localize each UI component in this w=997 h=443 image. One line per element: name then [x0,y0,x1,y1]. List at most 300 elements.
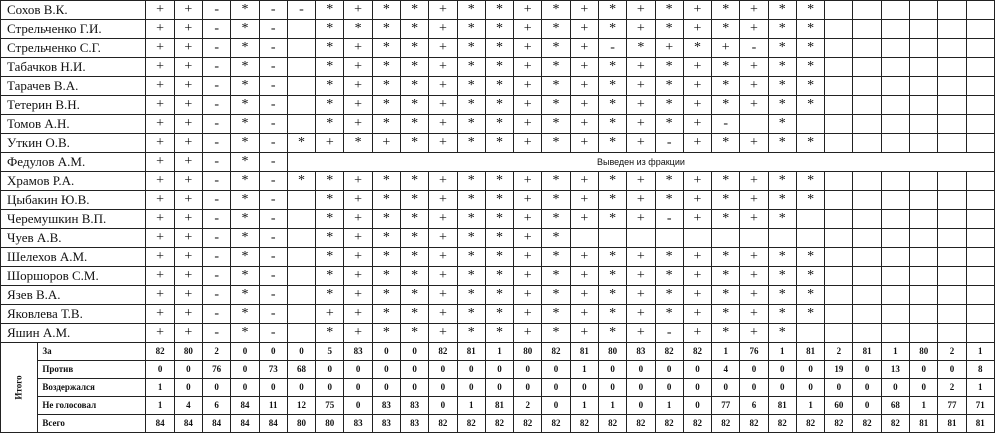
vote-cell [938,324,966,343]
total-cell: 82 [655,343,683,361]
vote-cell: + [514,248,542,267]
table-row [1,115,995,134]
vote-cell: * [655,115,683,134]
vote-cell: * [768,96,796,115]
vote-cell: * [457,134,485,153]
vote-cell: * [316,210,344,229]
vote-cell [853,1,881,20]
vote-cell [966,210,994,229]
vote-cell: * [768,115,796,134]
vote-cell: + [683,20,711,39]
vote-cell: + [627,58,655,77]
deputy-name: Сохов В.К. [1,1,146,20]
vote-cell: + [146,324,174,343]
vote-cell: - [203,115,231,134]
vote-cell: + [683,191,711,210]
vote-cell: * [400,1,428,20]
vote-cell [740,115,768,134]
vote-cell: - [287,1,315,20]
vote-cell: + [344,191,372,210]
vote-cell: + [683,305,711,324]
vote-cell: + [514,39,542,58]
total-cell: 0 [231,343,259,361]
total-cell: 0 [853,397,881,415]
vote-cell [966,96,994,115]
vote-cell: + [514,267,542,286]
vote-cell: + [570,77,598,96]
vote-cell: * [316,96,344,115]
vote-cell: * [542,172,570,191]
vote-cell: - [259,248,287,267]
vote-cell [910,248,938,267]
vote-cell: + [146,134,174,153]
total-cell: 0 [881,379,909,397]
total-cell: 82 [683,343,711,361]
total-cell: 82 [542,415,570,433]
table-row [1,324,995,343]
vote-cell: + [514,134,542,153]
vote-cell [853,39,881,58]
total-cell: 1 [881,343,909,361]
vote-cell [910,210,938,229]
vote-cell: * [712,248,740,267]
vote-cell: + [514,77,542,96]
vote-cell: + [344,210,372,229]
vote-cell [627,229,655,248]
vote-cell: - [203,58,231,77]
vote-cell [966,58,994,77]
table-row [1,96,995,115]
vote-cell: * [485,210,513,229]
total-cell: 0 [316,379,344,397]
total-cell: 0 [287,343,315,361]
total-cell: 82 [796,415,824,433]
total-cell: 0 [740,361,768,379]
vote-cell: * [457,1,485,20]
total-cell: 80 [316,415,344,433]
vote-cell: + [174,191,202,210]
vote-cell [910,229,938,248]
total-cell: 0 [796,379,824,397]
vote-cell: + [740,1,768,20]
vote-cell: * [485,77,513,96]
vote-cell [825,210,853,229]
vote-cell [966,191,994,210]
vote-cell: - [259,172,287,191]
deputy-name: Шоршоров С.М. [1,267,146,286]
vote-cell: - [203,172,231,191]
vote-cell: - [259,77,287,96]
vote-cell: * [542,1,570,20]
vote-cell: + [344,305,372,324]
vote-cell [966,1,994,20]
vote-cell: * [316,229,344,248]
vote-cell: * [400,210,428,229]
total-cell: 1 [570,361,598,379]
total-cell: 81 [796,343,824,361]
vote-cell [712,229,740,248]
vote-cell: + [429,39,457,58]
total-cell: 1 [598,397,626,415]
total-cell: 82 [598,415,626,433]
vote-cell [938,172,966,191]
vote-cell: * [231,58,259,77]
table-row [1,286,995,305]
total-cell: 82 [768,415,796,433]
total-cell: 1 [655,397,683,415]
vote-cell: * [457,96,485,115]
total-cell: 8 [966,361,994,379]
vote-cell: * [316,267,344,286]
vote-cell [881,191,909,210]
vote-cell: * [712,77,740,96]
vote-cell [287,267,315,286]
vote-cell: * [712,96,740,115]
vote-cell: + [627,210,655,229]
vote-cell [938,229,966,248]
vote-cell: - [259,134,287,153]
vote-cell: * [598,172,626,191]
total-cell: 4 [712,361,740,379]
table-row [1,210,995,229]
vote-cell: + [683,134,711,153]
vote-cell: * [768,134,796,153]
total-cell: 0 [627,379,655,397]
total-cell: 0 [570,379,598,397]
vote-cell: + [683,172,711,191]
vote-cell: + [570,305,598,324]
vote-cell: * [316,39,344,58]
total-cell: 1 [796,397,824,415]
vote-cell: * [542,324,570,343]
vote-cell: + [146,286,174,305]
vote-cell: + [627,20,655,39]
vote-cell: + [146,77,174,96]
vote-cell [825,286,853,305]
vote-cell: * [796,248,824,267]
vote-cell: - [203,248,231,267]
total-cell: 1 [146,379,174,397]
total-cell: 0 [853,379,881,397]
vote-cell: + [174,134,202,153]
vote-cell [966,305,994,324]
vote-cell: - [259,210,287,229]
vote-cell: - [259,191,287,210]
vote-cell [881,210,909,229]
vote-cell: + [712,39,740,58]
vote-cell: + [174,115,202,134]
total-cell: 0 [400,361,428,379]
total-cell: 2 [825,343,853,361]
vote-cell: * [457,77,485,96]
vote-cell [966,286,994,305]
vote-cell: * [598,191,626,210]
totals-row-label: Не голосовал [38,397,146,415]
vote-cell: * [768,191,796,210]
vote-cell [910,77,938,96]
vote-cell: + [683,115,711,134]
total-cell: 0 [259,379,287,397]
vote-cell: + [146,153,174,172]
vote-cell [881,229,909,248]
vote-cell: + [344,248,372,267]
vote-cell: * [372,229,400,248]
total-cell: 0 [712,379,740,397]
vote-cell: * [796,286,824,305]
vote-cell: * [400,58,428,77]
vote-cell: * [768,77,796,96]
total-cell: 81 [853,343,881,361]
vote-cell: - [203,77,231,96]
vote-cell: + [344,286,372,305]
vote-cell: * [485,20,513,39]
vote-cell: * [457,39,485,58]
vote-cell: * [796,172,824,191]
vote-cell: - [203,305,231,324]
vote-cell [910,96,938,115]
vote-cell: + [174,248,202,267]
vote-cell: - [259,20,287,39]
vote-cell: * [655,58,683,77]
vote-cell [825,96,853,115]
vote-cell: * [485,115,513,134]
vote-cell: * [542,39,570,58]
total-cell: 73 [259,361,287,379]
vote-cell: + [146,305,174,324]
total-cell: 4 [174,397,202,415]
vote-cell: * [457,324,485,343]
vote-cell: - [203,153,231,172]
vote-cell: * [598,305,626,324]
vote-cell [853,248,881,267]
totals-label-text: Итого [13,375,24,400]
vote-cell: * [712,210,740,229]
vote-cell: - [259,305,287,324]
vote-cell: * [796,20,824,39]
vote-cell [881,324,909,343]
vote-cell: - [203,191,231,210]
vote-cell: * [655,172,683,191]
vote-cell: * [598,58,626,77]
vote-cell: * [316,115,344,134]
vote-cell: * [542,286,570,305]
vote-cell: * [457,172,485,191]
total-cell: 0 [853,361,881,379]
vote-cell [655,229,683,248]
vote-cell [938,286,966,305]
vote-cell: * [400,115,428,134]
vote-cell: + [174,39,202,58]
vote-cell [825,77,853,96]
vote-cell [966,39,994,58]
vote-cell [683,229,711,248]
vote-cell: * [598,267,626,286]
vote-cell: + [514,210,542,229]
vote-cell: + [683,286,711,305]
vote-cell [796,229,824,248]
vote-cell: * [231,134,259,153]
vote-cell: + [344,58,372,77]
vote-cell [287,248,315,267]
vote-cell: + [514,172,542,191]
total-cell: 82 [570,415,598,433]
vote-cell [966,172,994,191]
vote-cell [853,134,881,153]
vote-cell: * [768,305,796,324]
deputy-name: Цыбакин Ю.В. [1,191,146,210]
vote-cell: + [627,191,655,210]
total-cell: 83 [344,415,372,433]
vote-cell [938,58,966,77]
vote-cell [966,134,994,153]
total-cell: 1 [457,397,485,415]
vote-cell [910,20,938,39]
totals-row-label: Воздержался [38,379,146,397]
vote-cell: * [655,20,683,39]
vote-cell: + [344,77,372,96]
vote-cell: + [740,77,768,96]
vote-cell: * [768,267,796,286]
total-cell: 1 [146,397,174,415]
vote-cell [938,1,966,20]
vote-cell: * [400,96,428,115]
vote-cell: + [514,229,542,248]
vote-cell: * [712,1,740,20]
totals-label [1,343,38,433]
vote-cell [938,267,966,286]
total-cell: 80 [287,415,315,433]
vote-cell [881,267,909,286]
vote-cell: * [372,210,400,229]
vote-cell: * [372,115,400,134]
vote-cell [910,191,938,210]
vote-cell: + [344,229,372,248]
vote-cell: + [627,305,655,324]
deputy-name: Шелехов А.М. [1,248,146,267]
vote-cell [287,191,315,210]
total-cell: 1 [570,397,598,415]
vote-cell: * [457,58,485,77]
vote-cell: + [740,58,768,77]
total-cell: 77 [712,397,740,415]
vote-cell: * [316,286,344,305]
total-cell: 84 [231,397,259,415]
vote-cell: * [542,305,570,324]
vote-cell: * [485,305,513,324]
total-cell: 0 [400,343,428,361]
vote-cell: * [372,286,400,305]
vote-cell: + [570,210,598,229]
total-cell: 0 [344,397,372,415]
total-cell: 0 [287,379,315,397]
vote-cell: + [570,115,598,134]
total-cell: 0 [400,379,428,397]
vote-cell: * [372,39,400,58]
vote-cell: * [485,324,513,343]
vote-cell [853,115,881,134]
vote-cell: + [570,172,598,191]
vote-cell [966,77,994,96]
vote-cell: + [514,20,542,39]
vote-cell: + [174,77,202,96]
vote-cell: * [372,96,400,115]
totals-row-label: Всего [38,415,146,433]
vote-cell [938,191,966,210]
vote-cell: * [655,248,683,267]
vote-cell: * [316,248,344,267]
deputy-name: Яшин А.М. [1,324,146,343]
total-cell: 76 [740,343,768,361]
total-cell: 82 [542,343,570,361]
deputy-name: Чуев А.В. [1,229,146,248]
vote-cell: + [344,267,372,286]
vote-cell [287,324,315,343]
vote-cell: - [259,58,287,77]
total-cell: 5 [316,343,344,361]
vote-cell [881,286,909,305]
total-cell: 82 [853,415,881,433]
vote-cell: + [429,286,457,305]
vote-cell: + [174,305,202,324]
deputy-name: Федулов А.М. [1,153,146,172]
vote-cell [910,286,938,305]
vote-cell: + [146,248,174,267]
vote-cell: + [429,172,457,191]
total-cell: 81 [938,415,966,433]
vote-cell [825,267,853,286]
total-cell: 0 [740,379,768,397]
vote-cell: * [400,305,428,324]
total-cell: 82 [429,343,457,361]
total-cell: 81 [485,397,513,415]
vote-cell: * [796,134,824,153]
vote-cell: + [429,248,457,267]
total-cell: 82 [655,415,683,433]
total-cell: 84 [174,415,202,433]
total-cell: 0 [429,379,457,397]
total-cell: 0 [344,379,372,397]
vote-cell: * [655,305,683,324]
total-cell: 0 [683,361,711,379]
vote-cell: + [174,267,202,286]
vote-cell [938,96,966,115]
vote-cell: + [570,191,598,210]
vote-cell: + [429,20,457,39]
vote-cell: + [570,267,598,286]
total-cell: 80 [910,343,938,361]
vote-cell: - [598,39,626,58]
total-cell: 60 [825,397,853,415]
vote-cell: * [400,267,428,286]
vote-cell: * [768,58,796,77]
vote-cell: - [259,115,287,134]
deputy-name: Стрельченко С.Г. [1,39,146,58]
vote-cell: * [598,1,626,20]
vote-cell: + [683,58,711,77]
vote-cell: * [485,248,513,267]
vote-cell [938,248,966,267]
vote-cell: * [372,1,400,20]
vote-cell: * [796,267,824,286]
vote-cell [853,324,881,343]
vote-cell: + [570,324,598,343]
vote-cell [881,305,909,324]
total-cell: 2 [514,397,542,415]
vote-cell [910,58,938,77]
vote-cell: * [400,324,428,343]
total-cell: 81 [768,397,796,415]
vote-cell [825,324,853,343]
